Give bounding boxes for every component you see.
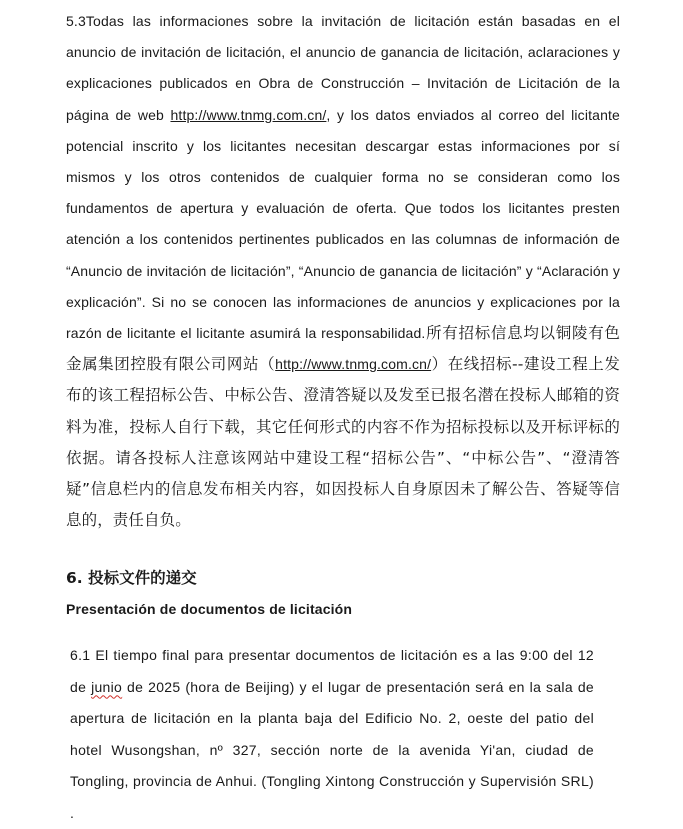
section-6-1-text: 6.1 El tiempo final para presentar documentos de licitación es a las 9:00 del 12 de [70,647,594,695]
spellcheck-marked-word: junio [91,678,123,695]
website-link-chinese[interactable]: http://www.tnmg.com.cn/ [275,356,432,373]
section-6-subheading: Presentación de documentos de licitación [66,601,353,617]
section-5-3-chinese-text: 所有招标信息均以铜陵有色金属集团控股有限公司网站（ [66,324,621,374]
section-5-3-spanish-text-continued: , y los datos enviados al correo del licitante potencial inscrito y los licitantes necesitan descargar estas informaciones por sí mismos y los otros contenidos de cualquier forma no se consideran como los fundamentos de apertura y evaluación de oferta. Que todos los licitantes presten atención a los contenidos pertinentes publicados en las columnas de información de “Anuncio de invitación de licitación”, “Anuncio de ganancia de licitación” y “Aclaración y explicación”. Si no se conocen las informaciones de anuncios y explicaciones por la razón de licitante el licitante asumirá la responsabilidad. [66,106,620,342]
section-6-heading: 6. 投标文件的递交 [66,569,197,587]
section-5-3-chinese-text-continued: ）在线招标--建设工程上发布的该工程招标公告、中标公告、澄清答疑以及发至已报名潜在投标人邮箱的资料为准，投标人自行下载，其它任何形式的内容不作为招标投标以及开标评标的依据。请各投标人注意该网站中建设工程“招标公告”、“中标公告”、“澄清答疑”信息栏内的信息发布相关内容，如因投标人自身原因未了解公告、答疑等信息的，责任自负。 [66,355,620,530]
section-6-1-text-continued: de 2025 (hora de Beijing) y el lugar de presentación será en la sala de apertura de licitación en la planta baja del Edificio No. 2, oeste del patio del hotel Wusongshan, nº 327, sección norte de la avenida Yi'an, ciudad de Tongling, provincia de Anhui. (Tongling Xintong Construcción y Supervisión SRL) . [70,678,594,821]
section-6-1-paragraph [70,640,594,829]
section-5-3-spanish-text: 5.3Todas las informaciones sobre la invitación de licitación están basadas en el anuncio de invitación de licitación, el anuncio de ganancia de licitación, aclaraciones y explicaciones publicados en Obra de Construcción – Invitación de Licitación de la página de web [66,13,620,123]
website-link[interactable]: http://www.tnmg.com.cn/ [170,106,327,123]
section-5-3-paragraph [66,6,620,536]
